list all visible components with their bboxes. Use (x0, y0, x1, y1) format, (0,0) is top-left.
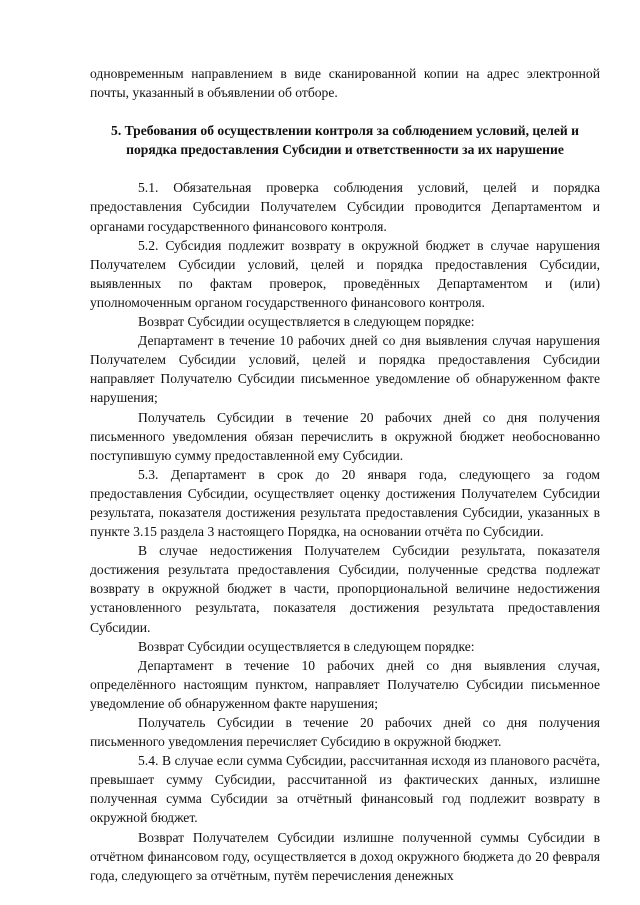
paragraph-5-2: 5.2. Субсидия подлежит возврату в окружной бюджет в случае нарушения Получателем Субсидии условий, целей и порядка предоставления Субсидии, выявленных по фактам проверок, проведённых Департаментом и (или) уполномоченным органом государственного финансового контроля. (90, 237, 600, 310)
paragraph-return-order-2: Возврат Субсидии осуществляется в следующем порядке: (138, 638, 475, 654)
paragraph-recipient-transfer: Получатель Субсидии в течение 20 рабочих дней со дня получения письменного уведомления обязан перечислить в окружной бюджет необоснованно поступившую сумму предоставленной ему Субсидии. (90, 409, 600, 463)
paragraph-department-notice-2: Департамент в течение 10 рабочих дней со дня выявления случая, определённого настоящим пунктом, направляет Получателю Субсидии письменное уведомление об обнаруженном факте нарушения; (90, 657, 600, 711)
paragraph-recipient-transfer-2: Получатель Субсидии в течение 20 рабочих дней со дня получения письменного уведомления перечисляет Субсидию в окружной бюджет. (90, 715, 600, 750)
paragraph-excess-return: Возврат Получателем Субсидии излишне полученной суммы Субсидии в отчётном финансовом году, осуществляется в доход окружного бюджета до 20 февраля года, следующего за отчётным, путём перечисления денежных (90, 829, 600, 883)
paragraph-non-achievement: В случае недостижения Получателем Субсидии результата, показателя достижения результата предоставления Субсидии, полученные средства подлежат возврату в окружной бюджет в части, пропорциональной величине недостижения установленного результата, показателя достижения результата предоставления Субсидии. (90, 543, 600, 635)
section-heading: 5. Требования об осуществлении контроля за соблюдением условий, целей и порядка предоставления Субсидии и ответственности за их нарушение (111, 123, 579, 158)
paragraph-5-3: 5.3. Департамент в срок до 20 января года, следующего за годом предоставления Субсидии, осуществляет оценку достижения Получателем Субсидии результата, показателя достижения результата предоставления Субсидии, указанных в пункте 3.15 раздела 3 настоящего Порядка, на основании отчёта по Субсидии. (90, 466, 600, 540)
paragraph-5-4: 5.4. В случае если сумма Субсидии, рассчитанная исходя из планового расчёта, превышает сумму Субсидии, рассчитанной из фактических данных, излишне полученная сумма Субсидии за отчётный финансовый год подлежит возврату в окружной бюджет. (90, 753, 600, 826)
paragraph-5-1: 5.1. Обязательная проверка соблюдения условий, целей и порядка предоставления Субсидии Получателем Субсидии проводится Департаментом и органами государственного финансового контроля. (90, 180, 600, 234)
paragraph-department-notice: Департамент в течение 10 рабочих дней со дня выявления случая нарушения Получателем Субсидии условий, целей и порядка предоставления Субсидии направляет Получателю Субсидии письменное уведомление об обнаруженном факте нарушения; (90, 333, 600, 406)
document-page (90, 64, 600, 885)
paragraph-continuation: одновременным направлением в виде сканированной копии на адрес электронной почты, указанный в объявлении об отборе. (90, 66, 600, 101)
paragraph-return-order: Возврат Субсидии осуществляется в следующем порядке: (138, 314, 475, 330)
